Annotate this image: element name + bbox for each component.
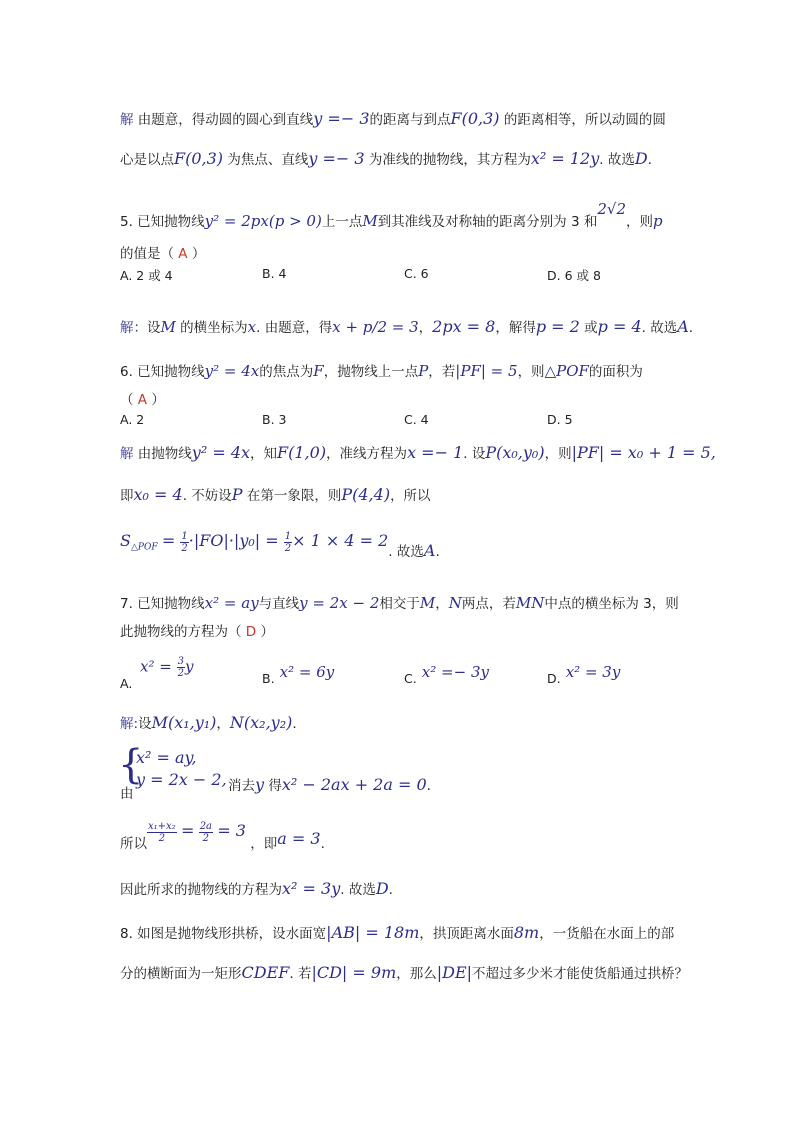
q7-option-c: C. x² =− 3y [404,663,489,686]
q8-stem-line1: 8. 如图是抛物线形拱桥，设水面宽|AB| = 18m，拱顶距离水面8m，一货船在水面上的部 [120,923,675,942]
q7-answer-key: D [245,624,257,640]
q5-option-a: A. 2 或 4 [120,268,173,283]
q5-solution: 解：设M 的横坐标为x. 由题意，得x + p/2 = 3，2px = 8，解得p = 2 或p = 4. 故选A. [120,317,694,336]
q7-option-d: D. x² = 3y [547,663,621,686]
q7-option-a: A. x² = $\frac{3}{2}$ y [120,656,194,691]
q6-solution-line3: $S_{\triangle POF}$ = $\frac{1}{2}$ ·|FO|·|y₀| = $\frac{1}{2}$ × 1 × 4 = 2. 故选A. [120,530,440,560]
q5-option-b: B. 4 [262,266,287,281]
q7-option-b: B. x² = 6y [262,663,335,686]
q5-option-c: C. 6 [404,266,429,281]
q6-option-c: C. 4 [404,412,429,427]
sol4-line1: 解 由题意，得动圆的圆心到直线y =− 3的距离与到点F(0,3) 的距离相等，所以动圆的圆 [120,109,666,128]
q5-answer-key: A [178,246,188,262]
fraction-2a-over-2: $\frac{2a}{2}$ [199,820,213,844]
q5-stem-line1: 5. 已知抛物线y² = 2px(p > 0)上一点M到其准线及对称轴的距离分别为 3 和2√2，则p [120,200,663,230]
q7-system-block: { x² = ay, y = 2x − 2, 由 消去y 得x² − 2ax + 2a = 0. [118,742,431,802]
left-brace: { [118,742,144,788]
fraction-half-1: $\frac{1}{2}$ [181,530,188,554]
q7-stem-line2: 此抛物线的方程为（ D ） [120,624,274,640]
q5-option-d: D. 6 或 8 [547,268,601,283]
q6-option-a: A. 2 [120,412,145,427]
q7-solution-line3: 所以 $\frac{\text{x₁+x₂}}{2}$ = $\frac{2a}{2}$ = 3 ，即a = 3. [120,820,325,852]
fraction-half-2: $\frac{1}{2}$ [284,530,292,554]
q6-option-d: D. 5 [547,412,573,427]
q8-stem-line2: 分的横断面为一矩形CDEF. 若|CD| = 9m，那么|DE|不超过多少米才能使货船通过拱桥？ [120,963,689,982]
q7-stem-line1: 7. 已知抛物线x² = ay与直线y = 2x − 2相交于M，N两点，若MN中点的横坐标为 3，则 [120,594,679,612]
q5-stem-line2: 的值是（ A ） [120,246,206,262]
q6-stem-line2: （ A ） [120,392,165,408]
fraction-midpoint: $\frac{\text{x₁+x₂}}{2}$ [148,820,176,844]
q6-solution-line2: 即x₀ = 4. 不妨设P 在第一象限，则P(4,4)，所以 [120,485,431,504]
q6-option-b: B. 3 [262,412,287,427]
q6-stem-line1: 6. 已知抛物线y² = 4x的焦点为F，抛物线上一点P，若|PF| = 5，则△POF的面积为 [120,362,643,380]
q6-answer-key: A [137,392,148,408]
q7-solution-line1: 解:设M(x₁,y₁)，N(x₂,y₂). [120,713,297,732]
q6-solution-line1: 解 由抛物线y² = 4x，知F(1,0)，准线方程为x =− 1. 设P(x₀,y₀)，则|PF| = x₀ + 1 = 5, [120,443,716,462]
fraction-three-halves: $\frac{3}{2}$ [177,656,184,679]
q7-solution-line4: 因此所求的抛物线的方程为x² = 3y. 故选D. [120,879,393,898]
sol4-line2: 心是以点F(0,3) 为焦点、直线y =− 3 为准线的抛物线，其方程为x² = 12y. 故选D. [120,149,652,168]
